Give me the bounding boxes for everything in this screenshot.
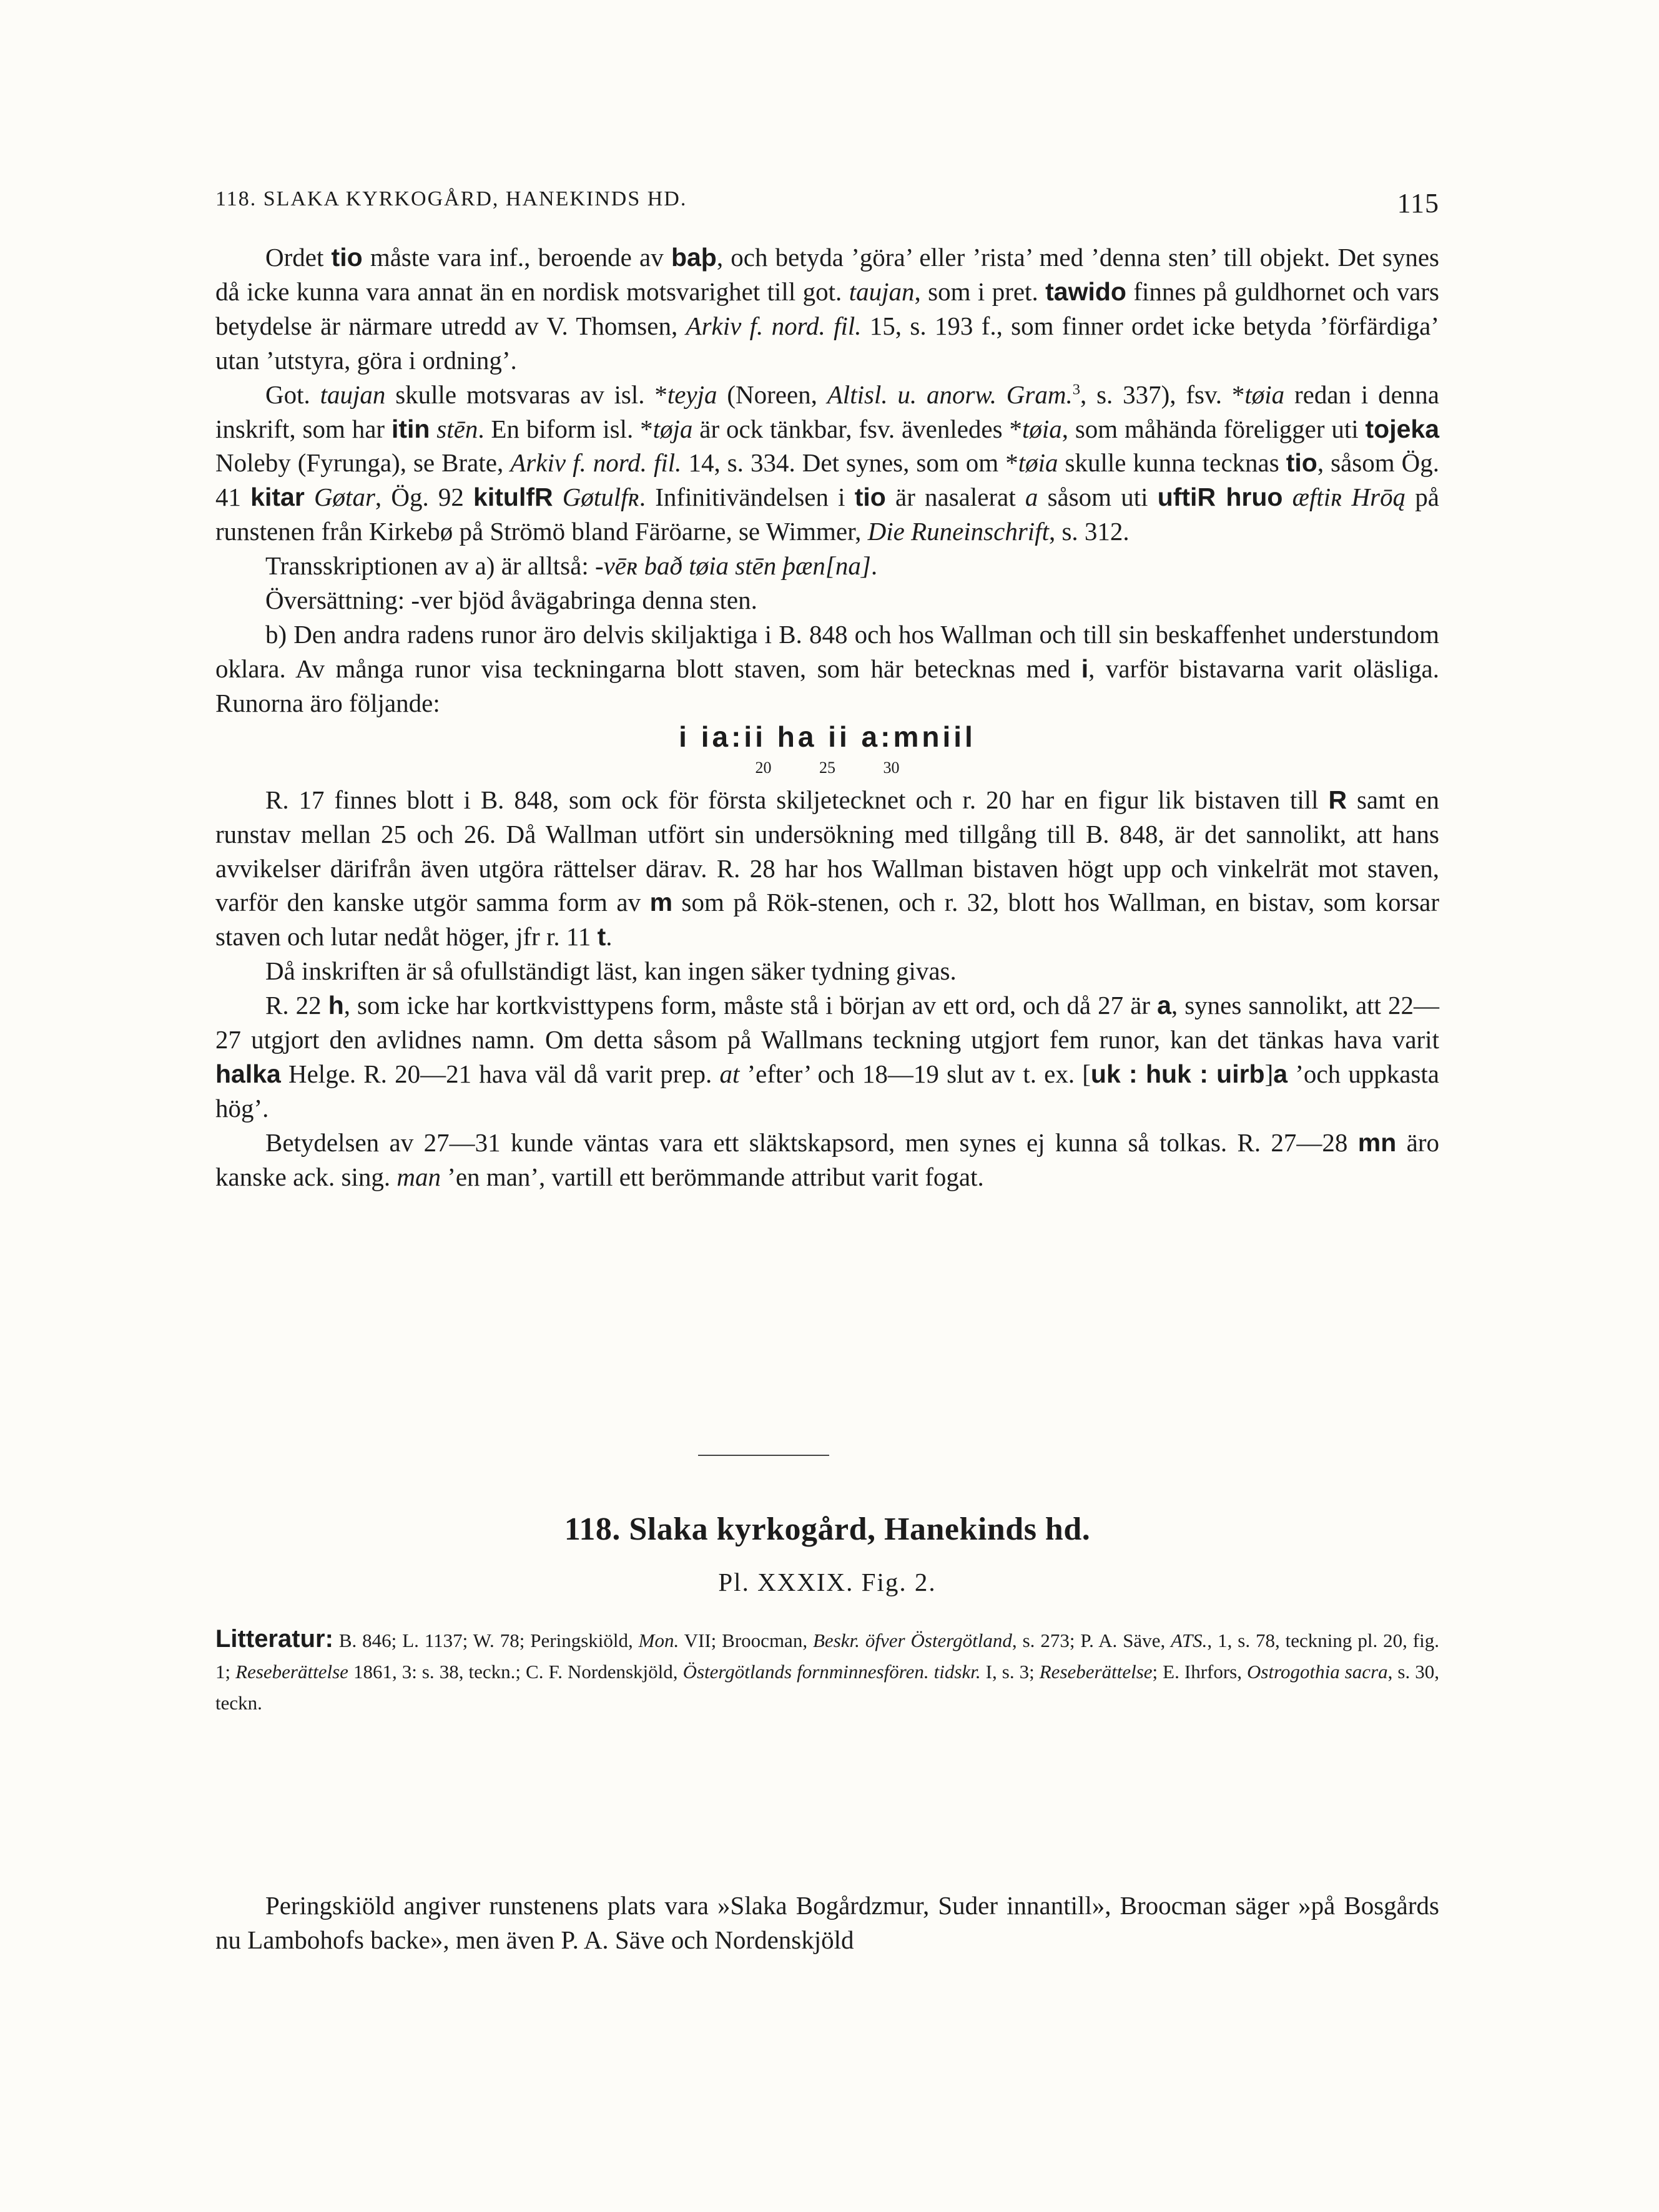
paragraph: Got. taujan skulle motsvaras av isl. *teyja (Noreen, Altisl. u. anorw. Gram.$^3$, s. 337), fsv. *tøia redan i denna inskrift, som har itin stēn. En biform isl. *tøja är ock tänkbar, fsv. ävenledes *tøia, som måhända föreligger uti tojeka Noleby (Fyrunga), se Brate, Arkiv f. nord. fil. 14, s. 334. Det synes, som om *tøia skulle kunna tecknas tio, såsom Ög. 41 kitar Gøtar, Ög. 92 kitulfR Gøtulfʀ. Infinitivändelsen i tio är nasalerat a såsom uti uftiR hruo æftiʀ Hrōą på runstenen från Kirkebø på Strömö bland Färöarne, se Wimmer, Die Runeinschrift, s. 312. <box>215 380 1440 546</box>
running-header <box>215 187 1439 225</box>
paragraph: R. 22 h, som icke har kortkvisttypens form, måste stå i början av ett ord, och då 27 är a, synes sannolikt, att 22—27 utgjort den avlidnes namn. Om detta såsom på Wallmans teckning utgjort fem runor, kan det tänkas hava varit halka Helge. R. 20—21 hava väl då varit prep. at ’efter’ och 18—19 slut av t. ex. [uk : huk : uirb]a ’och uppkasta hög’. <box>215 991 1439 1123</box>
main-text <box>215 240 1439 1194</box>
rune-position-numbers <box>215 753 1439 783</box>
literature-label: Litteratur: <box>215 1625 333 1653</box>
paragraph: R. 17 finnes blott i B. 848, som ock för första skiljetecknet och r. 20 har en figur lik bistaven till R samt en runstav mellan 25 och 26. Då Wallman utfört sin undersökning med tillgång till B. 848, är det sannolikt, att hans avvikelser därifrån även utgöra rättelser därav. R. 28 har hos Wallman bistaven högt upp och vinkelrät mot staven, varför den kanske utgör samma form av m som på Rök-stenen, och r. 32, blott hos Wallman, en bistav, som korsar staven och lutar nedåt höger, jfr r. 11 t. <box>215 785 1440 951</box>
plate-reference: Pl. XXXIX. Fig. 2. <box>718 1568 937 1596</box>
paragraph: Ordet tio måste vara inf., beroende av baþ, och betyda ’göra’ eller ’rista’ med ’denna sten’ till objekt. Det synes då icke kunna vara annat än en nordisk motsvarighet till got. taujan, som i pret. tawido finnes på guldhornet och vars betydelse är närmare utredd av V. Thomsen, Arkiv f. nord. fil. 15, s. 193 f., som finner ordet icke betyda ’förfärdiga’ utan ’utstyra, göra i ordning’. <box>215 243 1440 375</box>
paragraph: Transskriptionen av a) är alltså: -vēʀ bað tøia stēn þæn[na]. <box>265 551 878 581</box>
section-title: 118. Slaka kyrkogård, Hanekinds hd. <box>564 1512 1091 1547</box>
literature-text: B. 846; L. 1137; W. 78; Peringskiöld, Mon. VII; Broocman, Beskr. öfver Östergötland, s. 273; P. A. Säve, ATS., 1, s. 78, teckning pl. 20, fig. 1; Reseberättelse 1861, 3: s. 38, teckn.; C. F. Nordenskjöld, Östergötlands fornminnesfören. tidskr. I, s. 3; Reseberättelse; E. Ihrfors, Ostrogothia sacra, s. 30, teckn. <box>215 1630 1440 1714</box>
paragraph: Översättning: -ver bjöd åvägabringa denna sten. <box>265 586 757 615</box>
paragraph: Peringskiöld angiver runstenens plats vara »Slaka Bogårdzmur, Suder innantill», Broocman säger »på Bosgårds nu Lambohofs backe», men även P. A. Säve och Nordenskjöld <box>215 1891 1439 1954</box>
paragraph: Då inskriften är så ofullständigt läst, kan ingen säker tydning givas. <box>265 956 957 986</box>
running-title: 118. SLAKA KYRKOGÅRD, HANEKINDS HD. <box>215 187 687 210</box>
final-text <box>215 1889 1439 1957</box>
rune-number: 30 <box>883 758 900 777</box>
rune-number: 20 <box>755 758 772 777</box>
paragraph: Betydelsen av 27—31 kunde väntas vara ett släktskapsord, men synes ej kunna så tolkas. R. 27—28 mn äro kanske ack. sing. man ’en man’, vartill ett berömmande attribut varit fogat. <box>215 1128 1439 1191</box>
rune-number: 25 <box>819 758 835 777</box>
paragraph: b) Den andra radens runor äro delvis skiljaktiga i B. 848 och hos Wallman och till sin beskaffenhet understundom oklara. Av många runor visa teckningarna blott staven, som här betecknas med i, varför bistavarna varit oläsliga. Runorna äro följande: <box>215 619 1439 717</box>
section-divider <box>698 1455 829 1456</box>
literature-block <box>215 1623 1439 1719</box>
rune-transliteration: i ia:ii ha ii a:mniil <box>679 720 976 753</box>
page-number: 115 <box>1397 188 1439 219</box>
